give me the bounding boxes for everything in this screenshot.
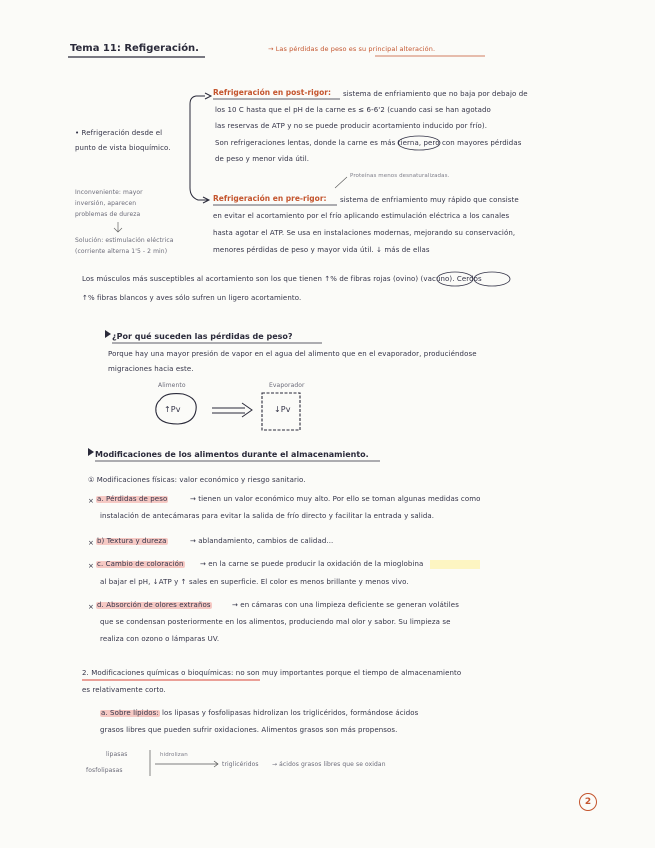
svg-text:×: × (88, 562, 94, 570)
pre-rigor-line: hasta agotar el ATP. Se usa en instalaciones modernas, mejorando su conservación, (213, 229, 516, 237)
subsection-chemical: 2. Modificaciones químicas o bioquímicas: no son muy importantes porque el tiempo de almacenamiento (82, 669, 462, 677)
bullet-triangle (105, 330, 111, 338)
item-text: → en la carne se puede producir la oxidación de la mioglobina (200, 560, 424, 568)
subsection-chemical-line: es relativamente corto. (82, 686, 166, 694)
subsection-physical: ① Modificaciones físicas: valor económico y riesgo sanitario. (88, 476, 306, 484)
post-rigor-line: las reservas de ATP y no se puede producir acortamiento inducido por frío). (215, 122, 488, 130)
item-text: al bajar el pH, ↓ATP y ↑ sales en superficie. El color es menos brillante y menos vivo. (100, 578, 409, 586)
page-title: Tema 11: Refigeración. (70, 43, 199, 54)
post-rigor-line: Son refrigeraciones lentas, donde la carne es más tierna, pero con mayores pérdidas (215, 139, 522, 147)
scheme-left: lipasas (106, 751, 128, 758)
arrow-head (203, 197, 209, 203)
muscles-line: Los músculos más susceptibles al acortamiento son los que tienen ↑% de fibras rojas (ovino) (vacuno). Cerdos (82, 275, 482, 283)
item-label: b) Textura y dureza (97, 537, 167, 545)
pre-rigor-line: menores pérdidas de peso y mayor vida útil. ↓ más de ellas (213, 246, 430, 254)
solucion-line: (corriente alterna 1'5 - 2 min) (75, 248, 168, 255)
post-rigor-line: los 10 C hasta que el pH de la carne es ≤ 6-6'2 (cuando casi se han agotado (215, 106, 491, 114)
scheme-left: fosfolipasas (86, 767, 123, 774)
note-arrow (335, 177, 347, 188)
page-number: 2 (579, 793, 597, 811)
diagram-evap-label: Evaporador (269, 382, 305, 389)
item-text: → en cámaras con una limpieza deficiente se generan volátiles (232, 601, 459, 609)
item-text: instalación de antecámaras para evitar la salida de frío directo y facilitar la entrada y salida. (100, 512, 435, 520)
solucion-line: Solución: estimulación eléctrica (75, 237, 174, 244)
question-heading: ¿Por qué suceden las pérdidas de peso? (112, 332, 293, 341)
pre-rigor-heading: Refrigeración en pre-rigor: (213, 194, 327, 203)
lipids-line: grasos libres que pueden sufrir oxidaciones. Alimentos grasos son más propensos. (100, 726, 398, 734)
pre-rigor-line: sistema de enfriamiento muy rápido que consiste (340, 196, 519, 204)
item-label: d. Absorción de olores extraños (97, 601, 211, 609)
inconveniente-line: Inconveniente: mayor (75, 189, 143, 196)
scheme-end: → ácidos grasos libres que se oxidan (272, 761, 386, 768)
scheme-arrow-label: hidrolizan (160, 752, 188, 758)
section-heading: Modificaciones de los alimentos durante el almacenamiento. (95, 450, 369, 459)
lipids-line: los lipasas y fosfolipasas hidrolizan los triglicéridos, formándose ácidos (162, 709, 419, 717)
scheme-arrow (155, 761, 218, 767)
post-rigor-heading: Refrigeración en post-rigor: (213, 88, 331, 97)
diagram-evap-value: ↓Pv (274, 405, 291, 414)
svg-text:×: × (88, 497, 94, 505)
pre-rigor-line: en evitar el acortamiento por el frío aplicando estimulación eléctrica a los canales (213, 212, 510, 220)
flow-arrow (212, 403, 252, 417)
arrow-head (205, 93, 211, 99)
question-line: migraciones hacia este. (108, 365, 194, 373)
down-arrow (114, 222, 122, 232)
item-label: a. Pérdidas de peso (97, 495, 168, 503)
item-text: → ablandamiento, cambios de calidad... (190, 537, 334, 545)
side-label-line: • Refrigeración desde el (75, 129, 163, 137)
item-label: c. Cambio de coloración (97, 560, 184, 568)
post-rigor-line: de peso y menor vida útil. (215, 155, 310, 163)
diagram-food-label: Alimento (158, 382, 186, 389)
svg-text:×: × (88, 603, 94, 611)
bracket-line (190, 96, 208, 200)
diagram-food-value: ↑Pv (164, 405, 181, 414)
inconveniente-line: inversión, aparecen (75, 200, 137, 207)
muscles-line: ↑% fibras blancos y aves sólo sufren un ligero acortamiento. (82, 294, 302, 302)
proteins-note: Proteínas menos desnaturalizadas. (350, 173, 450, 179)
highlight-mark (430, 560, 480, 569)
question-line: Porque hay una mayor presión de vapor en el agua del alimento que en el evaporador, produciéndose (108, 350, 477, 358)
bullet-triangle (88, 448, 94, 456)
title-note: → Las pérdidas de peso es su principal alteración. (268, 45, 436, 53)
post-rigor-line: sistema de enfriamiento que no baja por debajo de (343, 90, 528, 98)
svg-text:×: × (88, 539, 94, 547)
item-text: que se condensan posteriormente en los alimentos, produciendo mal olor y sabor. Su limpieza se (100, 618, 451, 626)
scheme-mid: triglicéridos (222, 761, 259, 768)
side-label-line: punto de vista bioquímico. (75, 144, 171, 152)
item-text: → tienen un valor económico muy alto. Por ello se toman algunas medidas como (190, 495, 481, 503)
item-text: realiza con ozono o lámparas UV. (100, 635, 220, 643)
lipids-label: a. Sobre lípidos: (101, 709, 159, 717)
inconveniente-line: problemas de dureza (75, 211, 141, 218)
